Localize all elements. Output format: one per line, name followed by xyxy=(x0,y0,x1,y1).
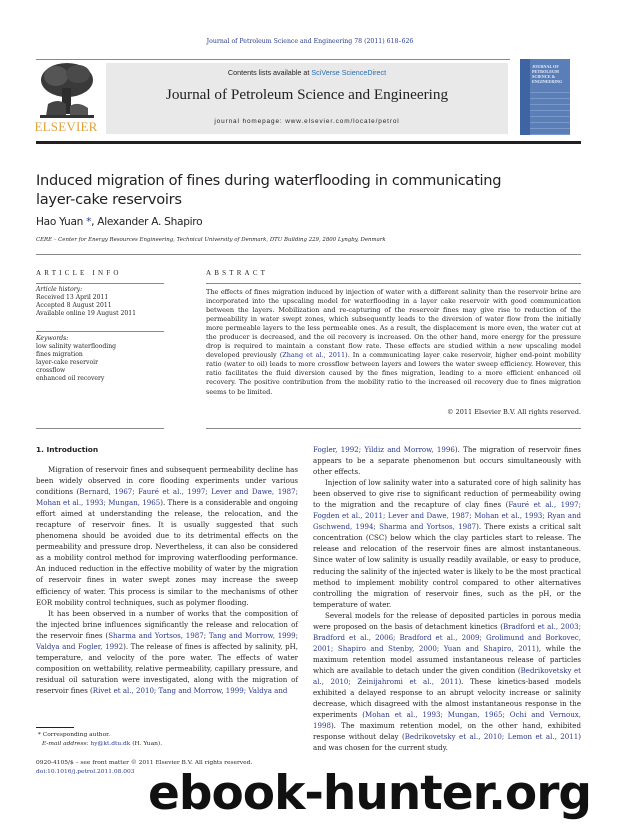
sciencedirect-link[interactable]: SciVerse ScienceDirect xyxy=(311,68,387,77)
keyword: fines migration xyxy=(36,351,83,358)
paragraph: Fogler, 1992; Yildiz and Morrow, 1996). The migration of reservoir fines appears to be a separate phenomenon but occurs simultaneously with other effects. xyxy=(313,445,581,477)
keywords-label: Keywords: xyxy=(36,335,69,342)
paragraph: Several models for the release of deposited particles in porous media were proposed on the basis of detachment kinetics (Bradford et al., 2003; Bradford et al., 2006; Bradford et al., 2009; Grolimund and Borkovec, 2001; Shapiro and Stenby, 2000; Yuan and Shapiro, 2011), while the maximum retention model assumed instantaneous release of particles which are available to detach under the given condition (Bedrikovetsky et al., 2010; Zeinijahromi et al., 2011). These kinetics-based models exhibited a delayed response to an abrupt velocity increase or salinity decrease, which disagreed with the almost instantaneous response in the experiments (Mohan et al., 1993; Mungan, 1965; Ochi and Vernoux, 1998). The maximum retention model, on the other hand, exhibited response without delay (Bedrikovetsky et al., 2010; Lemon et al., 2011) and was chosen for the current study. xyxy=(313,610,582,753)
citation-link[interactable]: Fauré et al., 1997; Fogden et al., 2011; Lever and Dawe, 1987; Mohan et al., 1993; Ryan and Gschwend, 1994; Sharma and Yortsos, 1987 xyxy=(313,500,581,532)
elsevier-tree-icon xyxy=(40,62,94,118)
contents-line xyxy=(106,68,508,77)
section-heading: 1. Introduction xyxy=(36,445,99,454)
cover-title: JOURNAL OF PETROLEUM SCIENCE & ENGINEERING xyxy=(532,64,563,84)
citation-link[interactable]: Rivet et al., 2010; Tang and Morrow, 1999; Valdya and xyxy=(92,685,288,695)
issn-line: 0920-4105/$ – see front matter © 2011 Elsevier B.V. All rights reserved. xyxy=(36,760,253,766)
header-thick-rule xyxy=(36,141,581,144)
running-head[interactable]: Journal of Petroleum Science and Engineering 78 (2011) 618–626 xyxy=(206,38,414,45)
citation-link[interactable]: Sharma and Yortsos, 1987; Tang and Morrow, 1999; Valdya and Fogler, 1992 xyxy=(36,630,299,651)
journal-cover-thumbnail[interactable] xyxy=(520,59,570,135)
author-name: Hao Yuan xyxy=(36,216,84,228)
paragraph: Injection of low salinity water into a saturated core of high salinity has been observed to give rise to significant reduction of permeability owing to the migration and the recapture of clay fines (Fauré et al., 1997; Fogden et al., 2011; Lever and Dawe, 1987; Mohan et al., 1993; Ryan and Gschwend, 1994; Sharma and Yortsos, 1987). There exists a critical salt concentration (CSC) below which the clay particles start to release. The release and relocation of the reservoir fines are almost instantaneous. Since water of low salinity is usually readily available, or easy to produce, reducing the salinity of the injected water is likely to be the most practical method to implement mobility control compared to other alternatives controlling the migration of reservoir fines, such as the pH, or the temperature of water. xyxy=(313,478,582,609)
citation-link[interactable]: Bernard, 1967; Fauré et al., 1997; Lever and Dawe, 1987; Mohan et al., 1993; Mungan, 1965 xyxy=(36,487,298,508)
abstract-body: The effects of fines migration induced by injection of water with a different salinity than the reservoir brine are incorporated into the upscaling model for waterflooding in a layer cake reservoir with good communication between the layers. Mobilization and re-capturing of the reservoir fines may give rise to reduction of the permeability in water swept zones, which subsequently leads to the diversion of water flow from the initially more permeable layers to the less permeable ones. As a result, the displacement is more even, the water cut at the producer is decreased, and the oil recovery is increased. On the other hand, more energy for the pressure drop is required to maintain a constant flow rate. These effects are studied within a new upscaling model developed previously (Zhang et al., 2011). In a communicating layer cake reservoir, higher end-point mobility ratio (water to oil) leads to more crossflow between layers and lowers the water sweep efficiency. However, this ratio facilitates the fluid diversion caused by the fines migration, leading to a more efficient enhanced oil recovery. The positive contribution from the mobility ratio to the increased oil recovery due to fines migration seems to be limited. xyxy=(206,288,581,396)
received-date: Received 13 April 2011 xyxy=(36,294,109,301)
cover-graphic xyxy=(530,89,570,135)
body-column-right xyxy=(313,444,581,753)
journal-title: Journal of Petroleum Science and Engineering xyxy=(165,86,449,103)
header-rule xyxy=(36,59,510,60)
footnote: * Corresponding author. E-mail address: hy@kt.dtu.dk (H. Yuan). xyxy=(37,732,163,747)
divider xyxy=(36,331,164,332)
elsevier-logo[interactable] xyxy=(34,62,98,134)
doi-link[interactable]: doi:10.1016/j.petrol.2011.08.003 xyxy=(36,769,135,775)
abstract-heading: ABSTRACT xyxy=(206,269,269,277)
keyword: layer-cake reservoir xyxy=(36,359,99,366)
elsevier-wordmark: ELSEVIER xyxy=(34,119,98,134)
affiliation: CERE – Center for Energy Resources Engineering, Technical University of Denmark, DTU Building 229, 2800 Lyngby, Denmark xyxy=(36,237,386,243)
citation-link[interactable]: Bedrikovetsky et al., 2010; Zeinijahromi et al., 2011 xyxy=(313,665,581,686)
cover-spine xyxy=(520,59,530,135)
article-history xyxy=(36,286,166,318)
footnote-mark: * xyxy=(37,732,41,738)
keyword: low salinity waterflooding xyxy=(36,343,117,350)
keyword: enhanced oil recovery xyxy=(36,375,105,382)
journal-banner xyxy=(106,63,508,134)
paragraph: Migration of reservoir fines and subsequent permeability decline has been widely observed in core flooding experiments under various conditions (Bernard, 1967; Fauré et al., 1997; Lever and Dawe, 1987; Mohan et al., 1993; Mungan, 1965). There is a considerable and ongoing effort aimed at understanding the release, the relocation, and the recapture of reservoir fines. It is usually suggested that such phenomena should be avoided due to its detrimental effects on the permeability and pressure drop. Nevertheless, it can also be considered as a mobility control method for improving waterflooding performance. An induced reduction in the effective mobility of water by the migration of reservoir fines in water swept zones may increase the sweep efficiency of water. This process is similar to the mechanisms of other EOR mobility control techniques, such as polymer flooding. xyxy=(36,465,298,607)
citation-link[interactable]: Fogler, 1992; Yildiz and Morrow, 1996 xyxy=(313,445,455,454)
citation-link[interactable]: Bedrikovetsky et al., 2010; Lemon et al., 2011 xyxy=(404,732,579,742)
contents-prefix: Contents lists available at xyxy=(227,68,312,77)
divider xyxy=(206,283,581,284)
author-name: , Alexander A. Shapiro xyxy=(91,216,203,228)
article-title: Induced migration of fines during waterflooding in communicating layer-cake reservoirs xyxy=(36,172,502,208)
email-link[interactable]: hy@kt.dtu.dk xyxy=(90,741,131,747)
email-label: E-mail address: xyxy=(42,741,91,747)
citation-link[interactable]: Mohan et al., 1993; Mungan, 1965; Ochi and Vernoux, 1998 xyxy=(313,710,581,731)
divider xyxy=(36,254,581,255)
corresponding-author-link[interactable]: * xyxy=(83,216,92,228)
footnote-rule xyxy=(36,727,74,728)
watermark-text: ebook-hunter.org xyxy=(148,766,592,821)
journal-homepage[interactable]: journal homepage: www.elsevier.com/locate/petrol xyxy=(214,118,400,125)
keywords xyxy=(36,335,166,383)
article-info-heading: ARTICLE INFO xyxy=(36,269,122,277)
online-date: Available online 19 August 2011 xyxy=(36,310,136,317)
abstract-copyright: © 2011 Elsevier B.V. All rights reserved. xyxy=(447,408,581,416)
divider xyxy=(206,428,581,429)
divider xyxy=(36,428,164,429)
author-list xyxy=(36,216,202,228)
accepted-date: Accepted 8 August 2011 xyxy=(36,302,112,309)
citation-link[interactable]: Zhang et al., 2011 xyxy=(282,351,346,360)
citation-link[interactable]: Bradford et al., 2003; Bradford et al., 2006; Bradford et al., 2009; Grolimund and Borkovec, 2001; Shapiro and Stenby, 2000; Yuan and Shapiro, 2011 xyxy=(313,621,581,653)
article-history-label: Article history: xyxy=(36,286,83,293)
keyword: crossflow xyxy=(36,367,66,374)
body-column-left xyxy=(36,464,298,696)
paragraph: It has been observed in a number of works that the composition of the injected brine influences significantly the release and relocation of the reservoir fines (Sharma and Yortsos, 1987; Tang and Morrow, 1999; Valdya and Fogler, 1992). The release of fines is affected by salinity, pH, temperature, and velocity of the pore water. The effects of water composition on wettability, relative permeability, capillary pressure, and residual oil saturation were investigated, along with the migration of reservoir fines (Rivet et al., 2010; Tang and Morrow, 1999; Valdya and xyxy=(36,608,299,695)
divider xyxy=(36,283,164,284)
